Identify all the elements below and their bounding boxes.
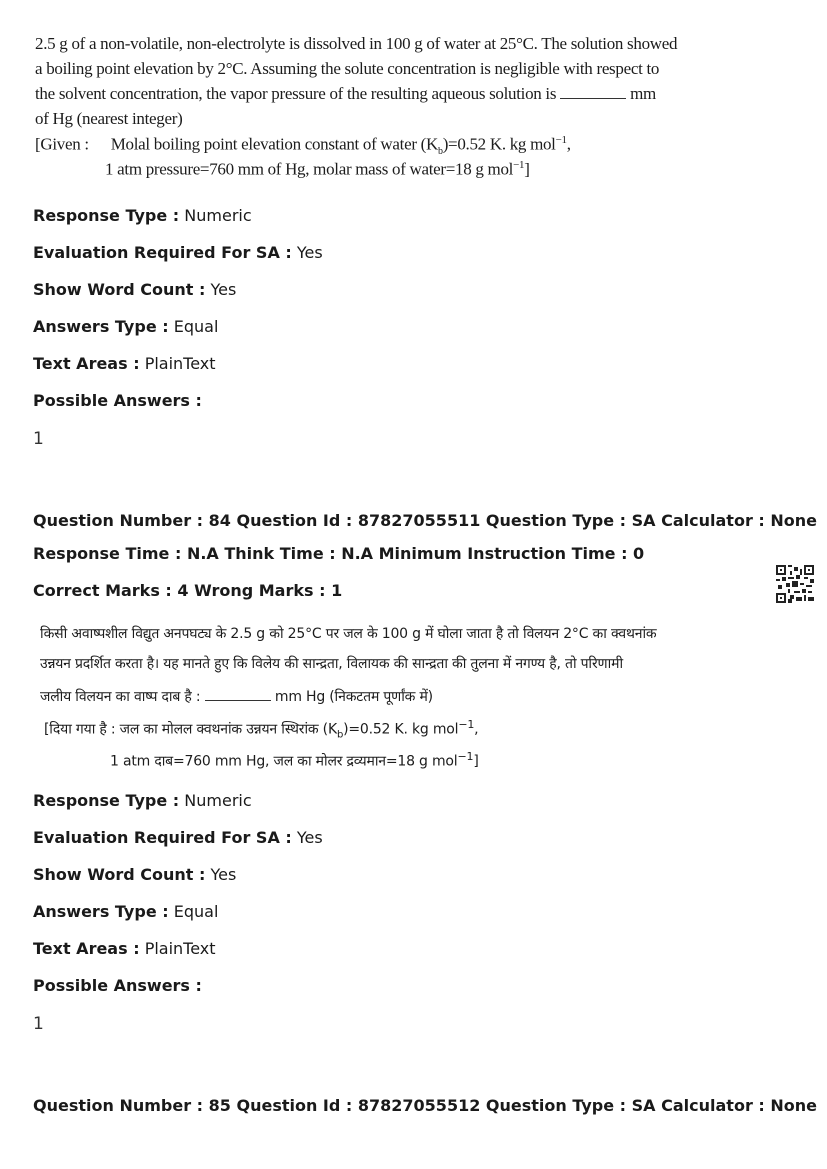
question-text-line: of Hg (nearest integer)	[35, 109, 183, 128]
superscript: −1	[457, 750, 474, 763]
question-marks: Correct Marks : 4 Wrong Marks : 1	[33, 581, 343, 600]
field-value: PlainText	[144, 354, 216, 373]
given-text: ,	[474, 721, 479, 738]
given-text: Molal boiling point elevation constant of water (K	[110, 134, 438, 154]
superscript: −1	[458, 718, 475, 731]
field-label: Show Word Count :	[33, 280, 206, 299]
given-text: 1 atm pressure=760 mm of Hg, molar mass of water=18 g mol	[105, 159, 514, 179]
possible-answer: 1	[33, 1014, 44, 1034]
field-answers-type	[33, 902, 218, 921]
field-label: Response Type :	[33, 206, 180, 225]
field-label: Possible Answers :	[33, 976, 202, 995]
answer-blank	[205, 686, 271, 701]
field-label: Evaluation Required For SA :	[33, 828, 292, 847]
field-label: Evaluation Required For SA :	[33, 243, 292, 262]
given-text: ]	[524, 159, 530, 179]
given-text: ,	[566, 134, 571, 154]
field-value: Yes	[296, 243, 323, 262]
given-line	[105, 159, 530, 180]
given-text: )=0.52 K. kg mol	[442, 134, 556, 154]
question-text-line	[40, 686, 433, 706]
given-text: 1 atm दाब=760 mm Hg, जल का मोलर द्रव्यमान=18 g mol	[110, 753, 458, 770]
field-text-areas	[33, 939, 216, 958]
field-value: Numeric	[184, 791, 252, 810]
possible-answer: 1	[33, 429, 44, 449]
field-value: PlainText	[144, 939, 216, 958]
field-response-type	[33, 206, 252, 225]
field-text-areas	[33, 354, 216, 373]
question-timing: Response Time : N.A Think Time : N.A Minimum Instruction Time : 0	[33, 544, 645, 563]
subscript: b	[437, 146, 443, 158]
given-line	[110, 750, 479, 771]
field-possible-answers	[33, 976, 202, 995]
field-evaluation-required	[33, 828, 323, 847]
question-text-line	[35, 84, 656, 104]
field-evaluation-required	[33, 243, 323, 262]
given-line	[44, 718, 478, 740]
question-text-fragment: the solvent concentration, the vapor pressure of the resulting aqueous solution is	[35, 84, 557, 103]
question-text-line: 2.5 g of a non-volatile, non-electrolyte is dissolved in 100 g of water at 25°C. The solution showed	[35, 34, 678, 53]
field-value: Yes	[210, 280, 237, 299]
field-label: Possible Answers :	[33, 391, 202, 410]
question-text-fragment: जलीय विलयन का वाष्प दाब है :	[40, 689, 201, 705]
superscript: −1	[555, 134, 567, 146]
field-show-word-count	[33, 280, 236, 299]
superscript: −1	[513, 159, 525, 171]
question-text-line: किसी अवाष्पशील विद्युत अनपघट्य के 2.5 g को 25°C पर जल के 100 g में घोला जाता है तो विलयन 2°C का क्वथनांक	[40, 626, 657, 642]
answer-blank	[560, 84, 626, 99]
field-show-word-count	[33, 865, 236, 884]
qr-code-icon	[776, 565, 814, 603]
field-label: Show Word Count :	[33, 865, 206, 884]
field-label: Text Areas :	[33, 939, 140, 958]
field-label: Response Type :	[33, 791, 180, 810]
question-text-line: a boiling point elevation by 2°C. Assuming the solute concentration is negligible with respect to	[35, 59, 660, 78]
field-label: Text Areas :	[33, 354, 140, 373]
field-value: Equal	[173, 317, 219, 336]
subscript: b	[336, 729, 344, 741]
given-line	[35, 134, 571, 157]
given-text: )=0.52 K. kg mol	[343, 721, 459, 738]
question-text-line: उन्नयन प्रदर्शित करता है। यह मानते हुए कि विलेय की सान्द्रता, विलायक की सान्द्रता की तुलना में नगण्य है, तो परिणामी	[40, 656, 623, 672]
given-text: ]	[473, 753, 479, 770]
question-text-fragment: mm Hg (निकटतम पूर्णांक में)	[274, 689, 433, 705]
question-text-fragment: mm	[630, 84, 656, 103]
given-label: [Given :	[35, 134, 89, 154]
field-value: Yes	[210, 865, 237, 884]
question-header: Question Number : 84 Question Id : 87827055511 Question Type : SA Calculator : None	[33, 511, 817, 530]
field-label: Answers Type :	[33, 902, 169, 921]
field-value: Numeric	[184, 206, 252, 225]
question-header: Question Number : 85 Question Id : 87827055512 Question Type : SA Calculator : None	[33, 1096, 817, 1115]
field-value: Yes	[296, 828, 323, 847]
field-possible-answers	[33, 391, 202, 410]
field-response-type	[33, 791, 252, 810]
field-answers-type	[33, 317, 218, 336]
given-text: [दिया गया है : जल का मोलल क्वथनांक उन्नयन स्थिरांक (K	[44, 721, 337, 738]
field-value: Equal	[173, 902, 219, 921]
field-label: Answers Type :	[33, 317, 169, 336]
